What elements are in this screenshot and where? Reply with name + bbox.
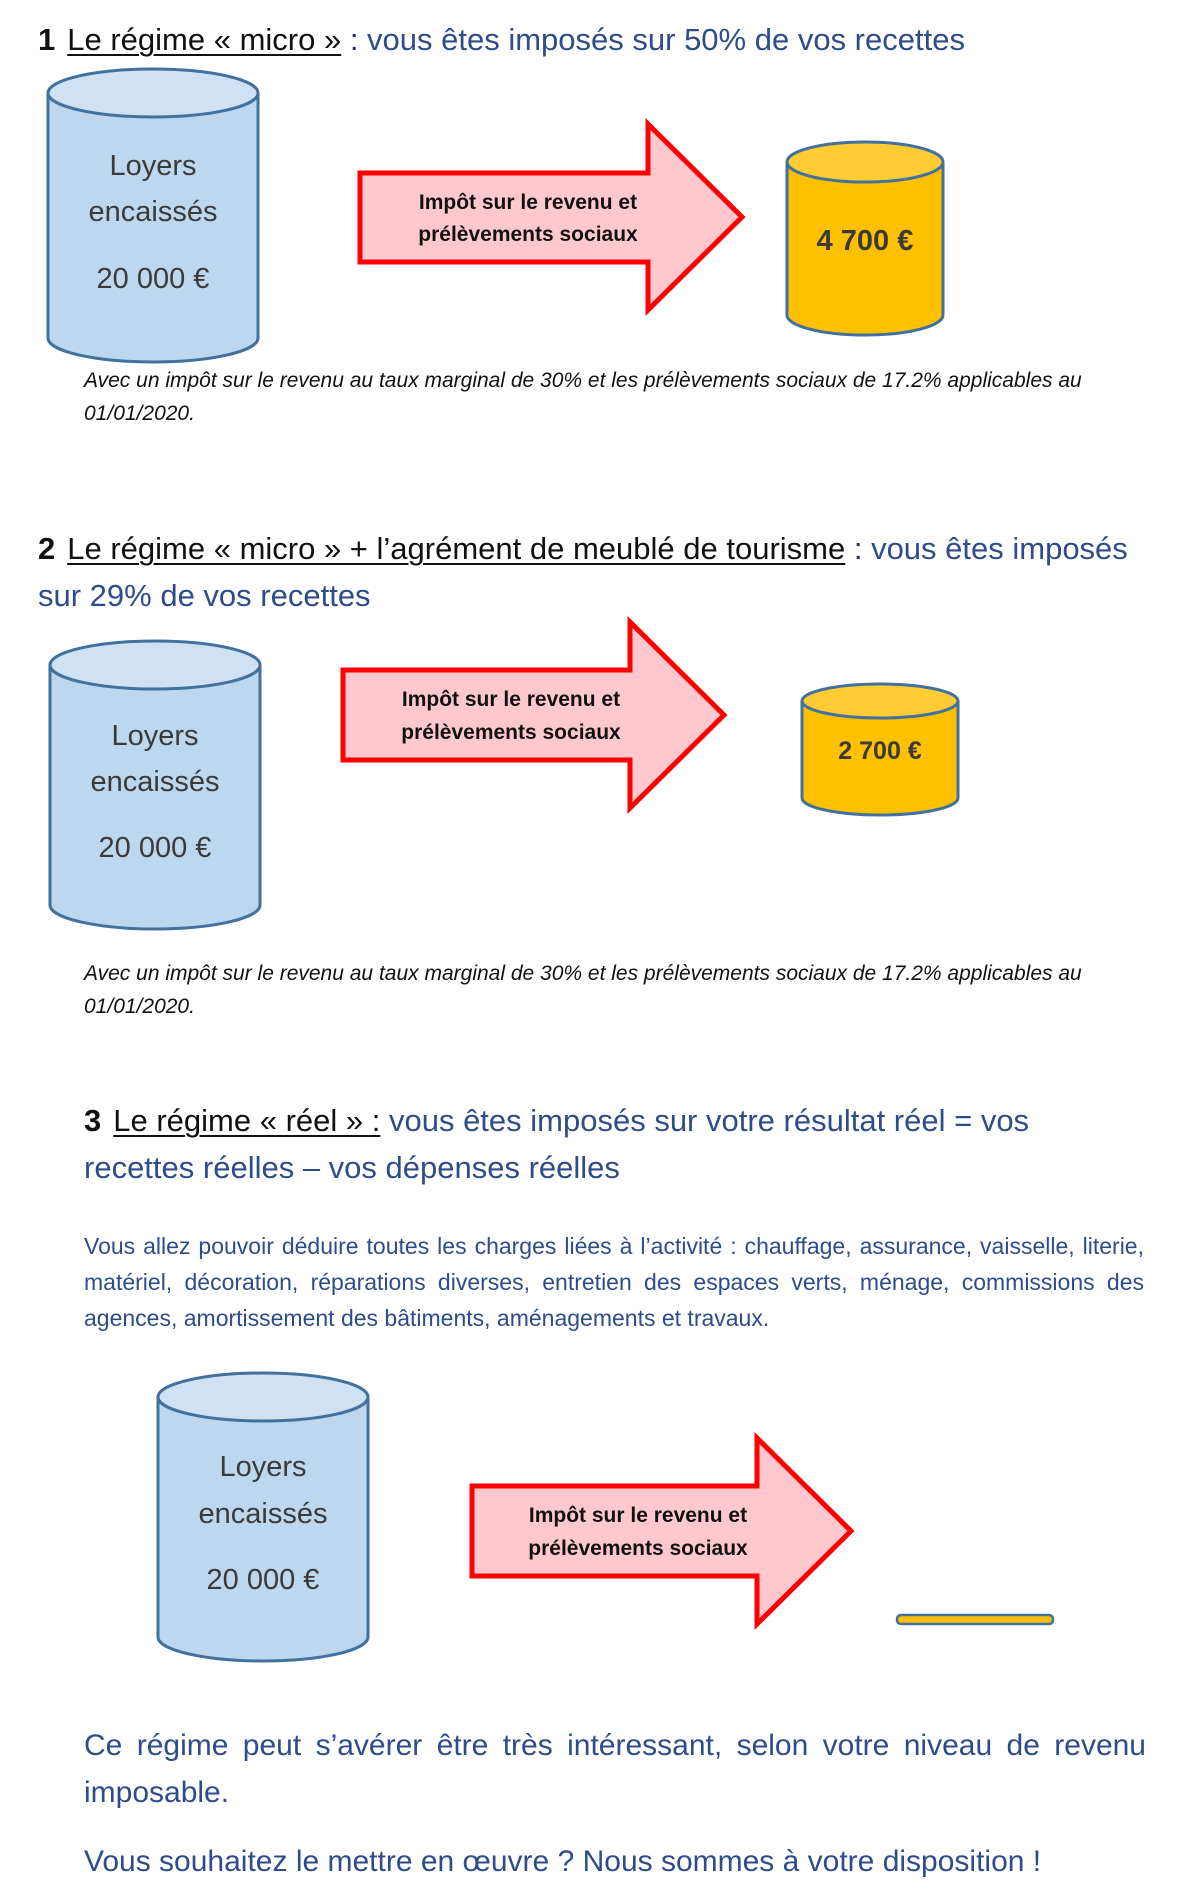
section-3-result-bar xyxy=(897,1615,1053,1624)
section-3-title: Le régime « réel » : xyxy=(113,1103,381,1138)
section-2-cylinder-amount: 20 000 € xyxy=(98,832,212,864)
section-3-diagram xyxy=(158,1373,1053,1661)
section-3-tax-arrow xyxy=(472,1438,851,1624)
section-2-number: 2 xyxy=(38,531,56,566)
closing-line-1: Ce régime peut s’avérer être très intéressant, selon votre niveau de revenu imposable. xyxy=(84,1729,1146,1809)
section-2-cylinder-line1: Loyers xyxy=(111,720,199,752)
section-1-cylinder-line1: Loyers xyxy=(109,150,197,182)
section-1-separator: : xyxy=(341,22,368,57)
section-1-description: vous êtes imposés sur 50% de vos recettes xyxy=(367,22,965,57)
section-2-separator: : xyxy=(845,531,872,566)
section-1-result-cylinder xyxy=(787,142,943,335)
section-3-arrow-line1: Impôt sur le revenu et xyxy=(528,1504,748,1527)
section-2-result-value: 2 700 € xyxy=(838,737,922,765)
section-3-rent-cylinder xyxy=(158,1373,368,1661)
section-3-arrow-line2: prélèvements sociaux xyxy=(528,1537,748,1560)
section-1-title: Le régime « micro » xyxy=(67,22,342,57)
closing-line-2: Vous souhaitez le mettre en œuvre ? Nous sommes à votre disposition ! xyxy=(84,1845,1042,1878)
section-1-tax-arrow xyxy=(360,124,742,310)
section-2-description: vous êtes imposés sur 29% de vos recettes xyxy=(38,531,1128,613)
section-2-result-cylinder xyxy=(802,684,958,815)
section-1-cylinder-amount: 20 000 € xyxy=(96,263,210,295)
section-2-cylinder-line2: encaissés xyxy=(90,766,220,798)
section-1-arrow-line2: prélèvements sociaux xyxy=(418,223,638,246)
section-1-number: 1 xyxy=(38,22,56,57)
section-3-cylinder-amount: 20 000 € xyxy=(206,1564,320,1596)
section-2-arrow-line2: prélèvements sociaux xyxy=(401,721,621,744)
section-2-diagram xyxy=(50,622,958,929)
section-2-title: Le régime « micro » + l’agrément de meublé de tourisme xyxy=(67,531,846,566)
section-1-arrow-line1: Impôt sur le revenu et xyxy=(418,191,638,214)
section-2-rent-cylinder xyxy=(50,641,260,929)
section-3-number: 3 xyxy=(84,1103,102,1138)
section-2-arrow-line1: Impôt sur le revenu et xyxy=(401,688,621,711)
section-3-cylinder-line2: encaissés xyxy=(198,1498,328,1530)
section-3-description: vous êtes imposés sur votre résultat réel = vos recettes réelles – vos dépenses réelles xyxy=(84,1103,1030,1185)
section-3-paragraph: Vous allez pouvoir déduire toutes les charges liées à l’activité : chauffage, assurance, vaisselle, literie, matériel, décoration, réparations diverses, entretien des espaces verts, ménage, commissions des agences, amortissement des bâtiments, aménagements et travaux. xyxy=(84,1233,1144,1331)
section-3-cylinder-line1: Loyers xyxy=(219,1451,307,1483)
section-1-rent-cylinder xyxy=(48,69,258,362)
section-1-note: Avec un impôt sur le revenu au taux marginal de 30% et les prélèvements sociaux de 17.2% applicables au 01/01/2020. xyxy=(84,369,1082,425)
section-1-diagram xyxy=(48,69,943,362)
section-1-result-value: 4 700 € xyxy=(816,225,914,257)
section-2-tax-arrow xyxy=(343,622,724,808)
section-1-cylinder-line2: encaissés xyxy=(88,196,218,228)
section-2-note: Avec un impôt sur le revenu au taux marginal de 30% et les prélèvements sociaux de 17.2% applicables au 01/01/2020. xyxy=(84,962,1082,1018)
